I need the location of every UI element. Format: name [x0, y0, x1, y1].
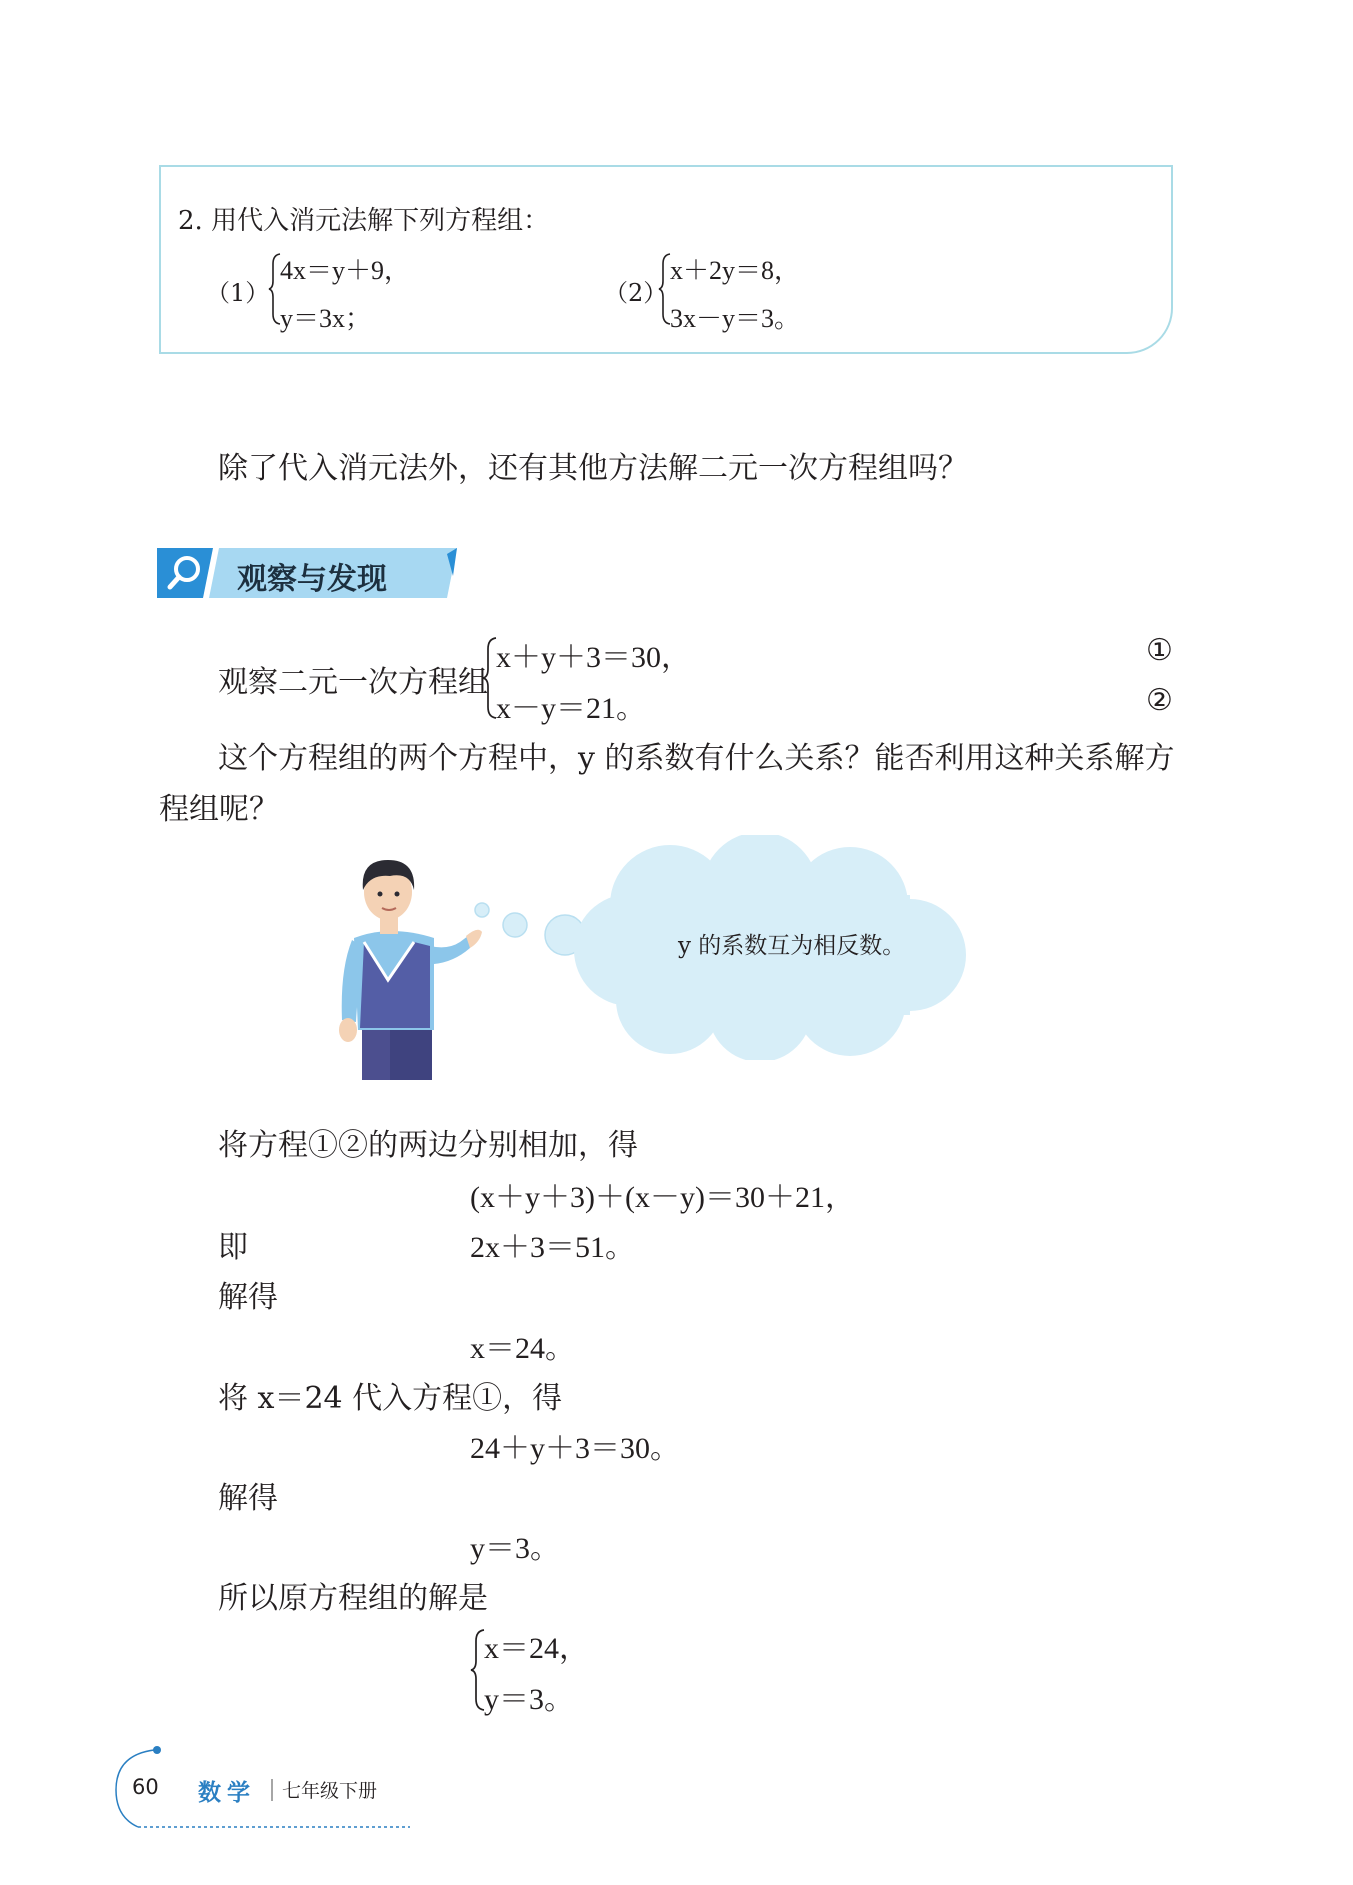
paragraph-line-2: 程组呢？ — [159, 792, 279, 827]
exercise-item-1-eq2: y＝3x； — [280, 304, 372, 333]
exercise-heading: 2. 用代入消元法解下列方程组： — [178, 206, 550, 236]
page-footer — [110, 1745, 530, 1835]
section-title: 观察与发现 — [237, 562, 387, 597]
observe-eq2: x－y＝21。 — [496, 692, 646, 725]
solution-ji-label: 即 — [218, 1230, 248, 1265]
page-number: 60 — [132, 1775, 159, 1799]
solution-jiede-2: 解得 — [218, 1481, 278, 1516]
final-solution-y: y＝3。 — [484, 1683, 574, 1716]
final-solution-x: x＝24， — [484, 1632, 589, 1665]
exercise-item-2-eq2: 3x－y＝3。 — [670, 304, 801, 333]
section-header — [157, 548, 457, 598]
solution-equation-5: y＝3。 — [470, 1532, 560, 1565]
student-illustration — [330, 850, 490, 1084]
footer-grade: 七年级下册 — [282, 1780, 378, 1802]
exercise-item-1-label: （1） — [206, 279, 270, 307]
exercise-item-1-eq1: 4x＝y＋9， — [280, 256, 411, 285]
question-text: 除了代入消元法外，还有其他方法解二元一次方程组吗？ — [218, 451, 968, 486]
observe-eq1: x＋y＋3＝30， — [496, 641, 691, 674]
solution-equation-1: (x＋y＋3)＋(x－y)＝30＋21， — [470, 1181, 855, 1214]
equation-marker-1: ① — [1146, 634, 1173, 667]
thought-bubble-text: y 的系数互为相反数。 — [678, 933, 906, 959]
exercise-item-2-eq1: x＋2y＝8， — [670, 256, 801, 285]
magnifier-icon — [165, 553, 205, 597]
solution-equation-4: 24＋y＋3＝30。 — [470, 1432, 680, 1465]
paragraph-line-1: 这个方程组的两个方程中，y 的系数有什么关系？能否利用这种关系解方 — [218, 741, 1175, 776]
footer-subject: 数学 — [198, 1780, 256, 1806]
exercise-item-2-label: （2） — [604, 279, 668, 307]
solution-jiede-1: 解得 — [218, 1280, 278, 1315]
solution-equation-2: 2x＋3＝51。 — [470, 1231, 635, 1264]
equation-marker-2: ② — [1146, 684, 1173, 717]
solution-step-3: 所以原方程组的解是 — [218, 1581, 488, 1616]
observe-lead: 观察二元一次方程组 — [218, 665, 488, 700]
thought-bubble — [470, 835, 1000, 1060]
solution-step-2: 将 x＝24 代入方程①，得 — [218, 1381, 563, 1416]
solution-equation-3: x＝24。 — [470, 1332, 575, 1365]
solution-step-1: 将方程①②的两边分别相加，得 — [218, 1128, 638, 1163]
